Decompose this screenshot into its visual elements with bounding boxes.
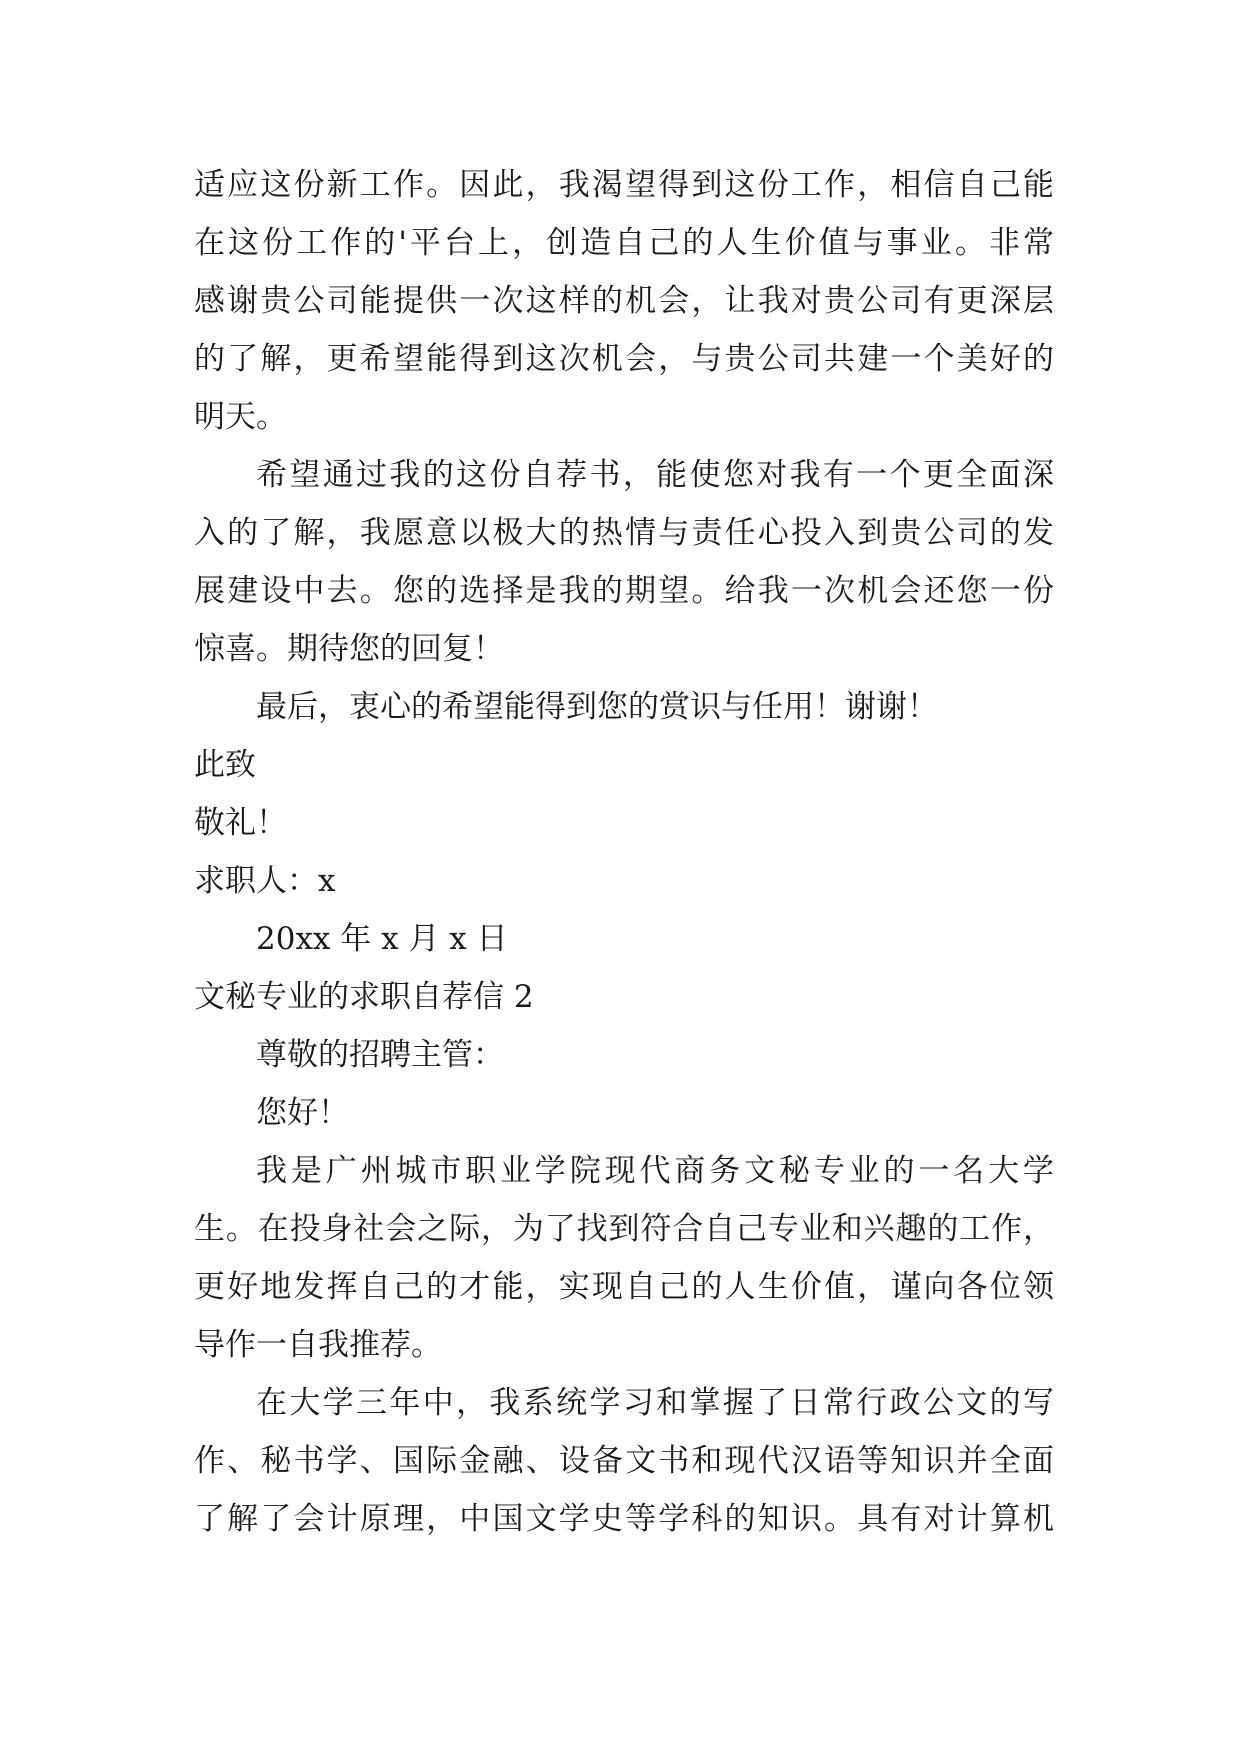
text-line: 惊喜。期待您的回复！	[194, 631, 504, 667]
text-line: 更好地发挥自己的才能，实现自己的人生价值，谨向各位领	[194, 1269, 1054, 1305]
text-line: 生。在投身社会之际，为了找到符合自己专业和兴趣的工作，	[194, 1211, 1054, 1247]
section-title: 文秘专业的求职自荐信 2	[194, 979, 534, 1015]
text-line: 在这份工作的'平台上，创造自己的人生价值与事业。非常	[194, 225, 1054, 261]
text-line: 在大学三年中，我系统学习和掌握了日常行政公文的写	[256, 1385, 1054, 1421]
text-line: 作、秘书学、国际金融、设备文书和现代汉语等知识并全面	[194, 1443, 1054, 1479]
closing-salutation: 此致	[194, 747, 256, 783]
text-line: 入的了解，我愿意以极大的热情与责任心投入到贵公司的发	[194, 515, 1054, 551]
text-line: 了解了会计原理，中国文学史等学科的知识。具有对计算机	[194, 1501, 1054, 1537]
greeting: 您好！	[256, 1095, 349, 1131]
text-line: 希望通过我的这份自荐书，能使您对我有一个更全面深	[256, 457, 1054, 493]
closing-regards: 敬礼！	[194, 805, 287, 841]
letter-date: 20xx 年 x 月 x 日	[256, 921, 508, 957]
text-line: 明天。	[194, 399, 287, 435]
text-line: 展建设中去。您的选择是我的期望。给我一次机会还您一份	[194, 573, 1054, 609]
text-line: 我是广州城市职业学院现代商务文秘专业的一名大学	[256, 1153, 1054, 1189]
greeting-recipient: 尊敬的招聘主管：	[256, 1037, 504, 1073]
applicant-signature: 求职人：x	[194, 863, 336, 899]
text-line: 的了解，更希望能得到这次机会，与贵公司共建一个美好的	[194, 341, 1054, 377]
text-line: 适应这份新工作。因此，我渴望得到这份工作，相信自己能	[194, 167, 1054, 203]
text-line: 最后，衷心的希望能得到您的赏识与任用！谢谢！	[256, 689, 938, 725]
text-line: 感谢贵公司能提供一次这样的机会，让我对贵公司有更深层	[194, 283, 1054, 319]
text-line: 导作一自我推荐。	[194, 1327, 442, 1363]
